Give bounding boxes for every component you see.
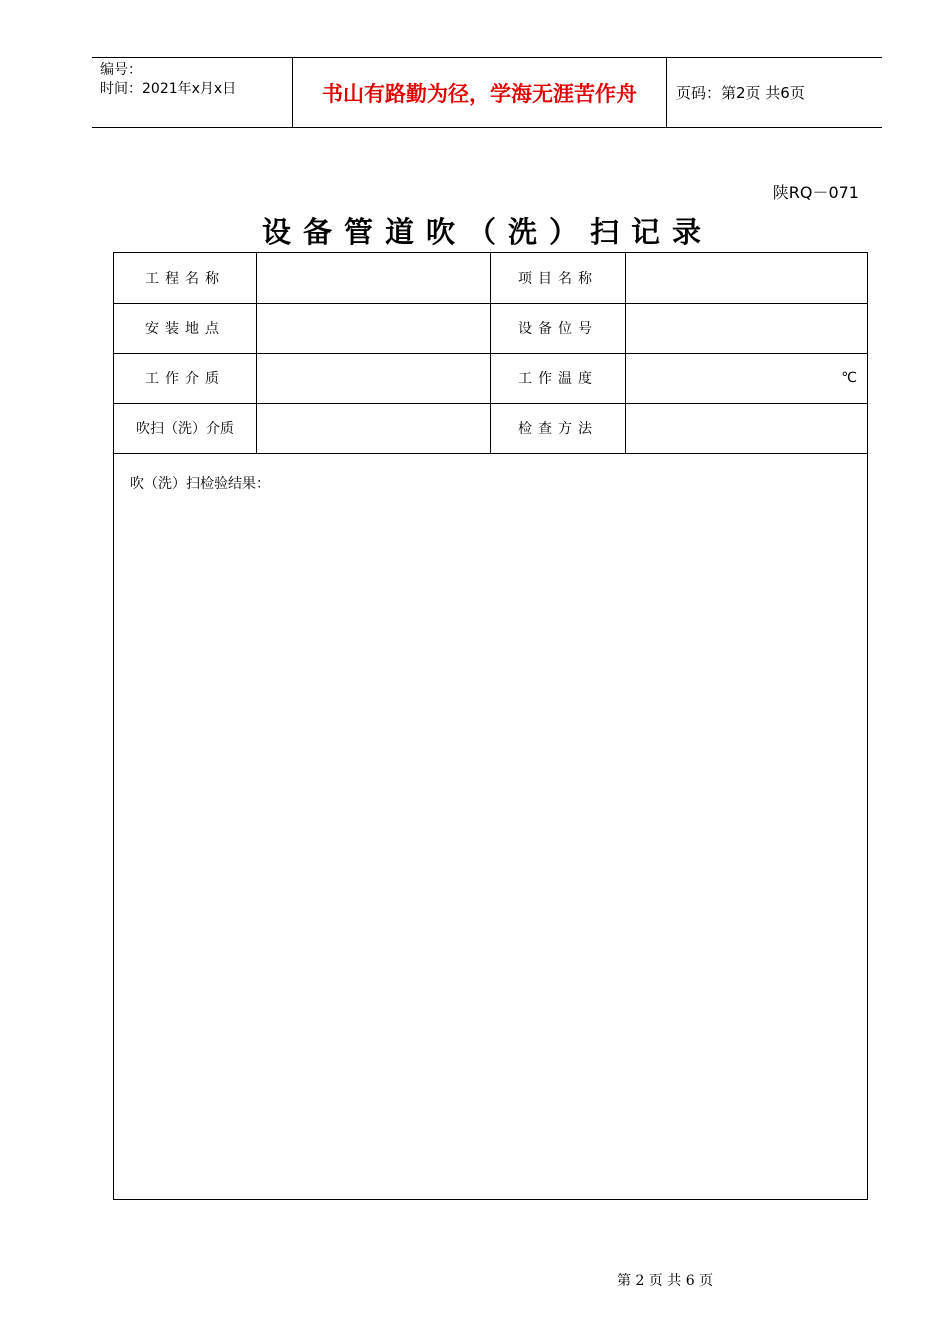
label-equipment-tag: 设备位号 (491, 303, 626, 353)
label-inspection-result: 吹（洗）扫检验结果： (130, 476, 270, 492)
header-motto: 书山有路勤为径，学海无涯苦作舟 (292, 58, 667, 127)
field-install-location[interactable] (257, 303, 491, 353)
field-purge-medium[interactable] (257, 403, 491, 453)
header-meta (92, 58, 292, 127)
label-item-name: 项目名称 (491, 253, 626, 303)
label-working-temperature: 工作温度 (491, 353, 626, 403)
table-row (114, 253, 867, 304)
field-project-name[interactable] (257, 253, 491, 303)
label-purge-medium: 吹扫（洗）介质 (114, 403, 257, 453)
label-working-medium: 工作介质 (114, 353, 257, 403)
page-footer: 第 2 页 共 6 页 (617, 1273, 714, 1289)
document-number-label: 编号： (100, 62, 142, 78)
header-page-info: 页码：第2页 共6页 (676, 84, 805, 102)
label-inspection-method: 检查方法 (491, 403, 626, 453)
document-title: 设备管道吹（洗）扫记录 (261, 215, 713, 249)
table-row (114, 303, 867, 354)
table-row (114, 403, 867, 454)
field-equipment-tag[interactable] (626, 303, 867, 353)
label-project-name: 工程名称 (114, 253, 257, 303)
page-header (92, 57, 882, 128)
table-row (114, 353, 867, 404)
form-code: 陕RQ－071 (772, 183, 859, 202)
record-form-table (113, 252, 868, 1200)
label-install-location: 安装地点 (114, 303, 257, 353)
field-item-name[interactable] (626, 253, 867, 303)
field-working-temperature[interactable]: ℃ (841, 370, 857, 386)
field-working-medium[interactable] (257, 353, 491, 403)
field-inspection-method[interactable] (626, 403, 867, 453)
document-date: 时间：2021年x月x日 (100, 81, 237, 97)
